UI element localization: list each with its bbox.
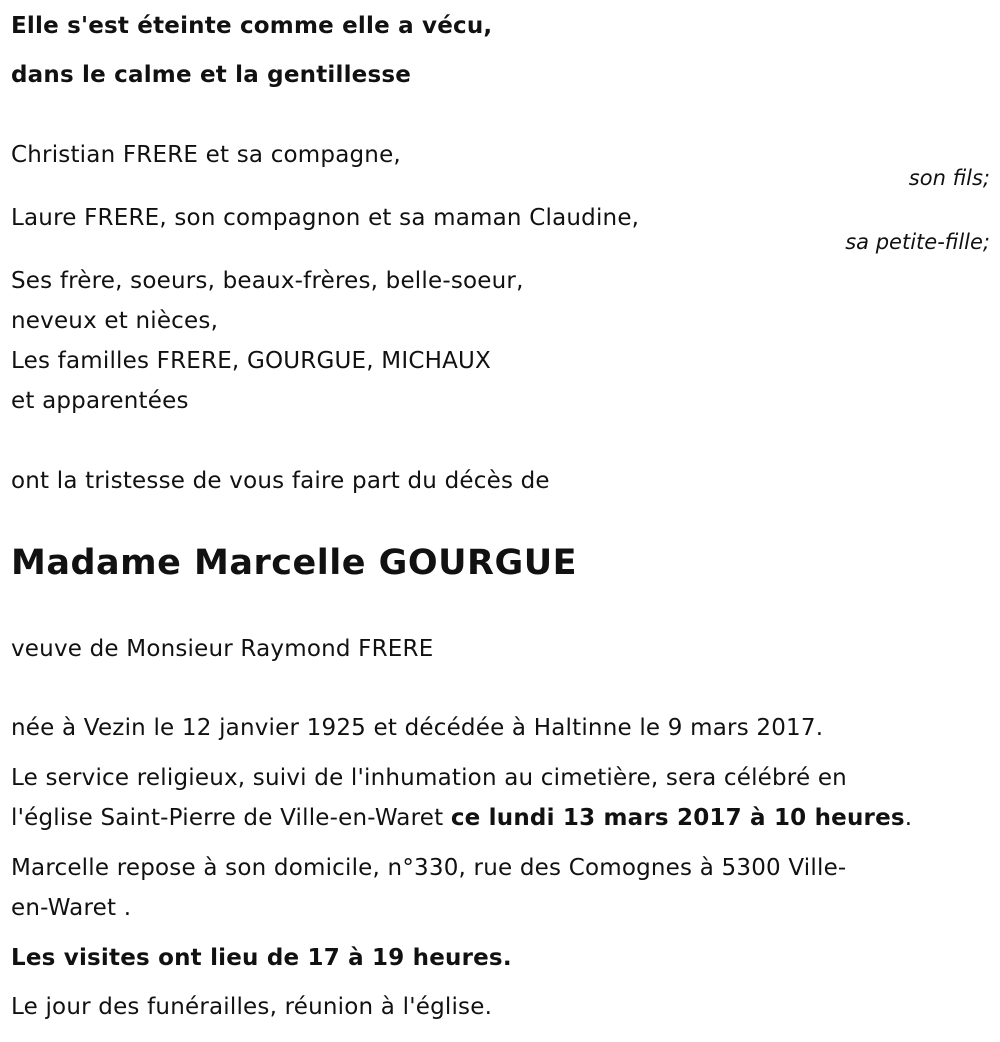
service-line-2 <box>11 803 912 833</box>
family-others-3: Les familles FRERE, GOURGUE, MICHAUX <box>11 348 492 374</box>
service-end: . <box>904 805 913 831</box>
widow-of: veuve de Monsieur Raymond FRERE <box>11 636 434 662</box>
announcement: ont la tristesse de vous faire part du décès de <box>11 468 550 494</box>
service-line-1: Le service religieux, suivi de l'inhumation au cimetière, sera célébré en <box>11 765 847 791</box>
family-granddaughter: Laure FRERE, son compagnon et sa maman Claudine, <box>11 205 640 231</box>
birth-death: née à Vezin le 12 janvier 1925 et décédée à Haltinne le 9 mars 2017. <box>11 715 824 741</box>
rest-line-1: Marcelle repose à son domicile, n°330, rue des Comognes à 5300 Ville- <box>11 855 847 881</box>
funeral-meeting: Le jour des funérailles, réunion à l'église. <box>11 994 493 1020</box>
role-granddaughter: sa petite-fille; <box>845 230 990 254</box>
epigraph-line-1: Elle s'est éteinte comme elle a vécu, <box>11 13 493 39</box>
family-others-2: neveux et nièces, <box>11 308 219 334</box>
service-date: ce lundi 13 mars 2017 à 10 heures <box>450 805 905 831</box>
family-others-4: et apparentées <box>11 388 189 414</box>
family-son: Christian FRERE et sa compagne, <box>11 142 401 168</box>
epigraph-line-2: dans le calme et la gentillesse <box>11 62 412 88</box>
visits: Les visites ont lieu de 17 à 19 heures. <box>11 945 512 971</box>
family-others-1: Ses frère, soeurs, beaux-frères, belle-soeur, <box>11 268 524 294</box>
role-son: son fils; <box>908 166 990 190</box>
deceased-name: Madame Marcelle GOURGUE <box>11 543 578 583</box>
service-church: l'église Saint-Pierre de Ville-en-Waret <box>11 805 451 831</box>
rest-line-2: en-Waret . <box>11 895 132 921</box>
